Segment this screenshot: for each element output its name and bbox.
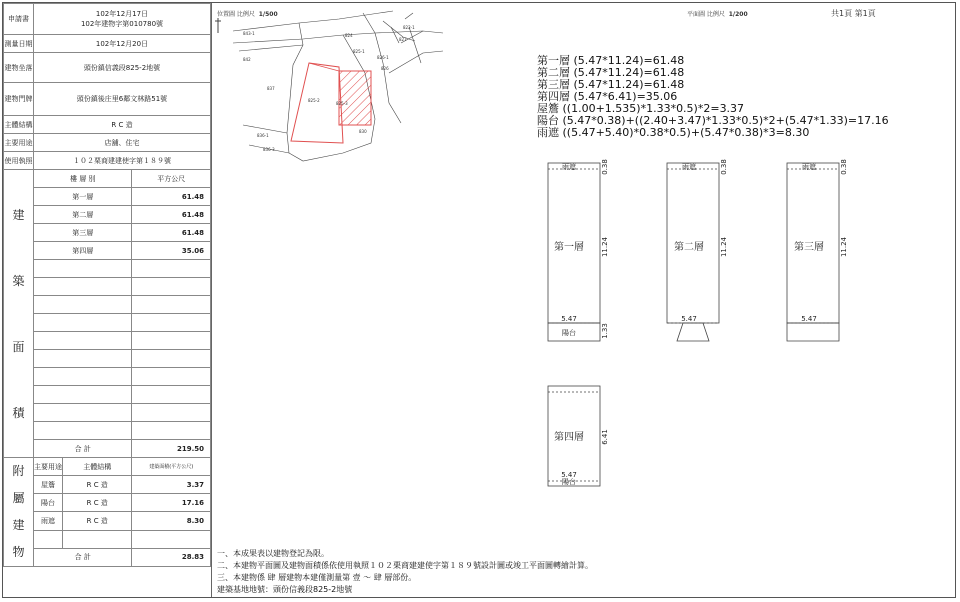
svg-text:825-3: 825-3 — [336, 101, 348, 106]
floor-name: 第四層 — [33, 242, 131, 260]
formula-line: 第一層 (5.47*11.24)=61.48 — [537, 54, 685, 67]
svg-text:5.47: 5.47 — [561, 315, 577, 323]
svg-text:822-1: 822-1 — [403, 25, 415, 30]
formula-line: 雨遮 ((5.47+5.40)*0.38*0.5)+(5.47*0.38)*3=8.30 — [537, 126, 810, 139]
note-line: 一、本成果表以建物登記為限。 — [217, 549, 329, 558]
svg-text:11.24: 11.24 — [601, 236, 609, 258]
floor-plans — [548, 163, 839, 486]
annex-structure: R C 造 — [62, 512, 131, 530]
applicant-label: 申請書 — [4, 4, 34, 35]
annex-structure: R C 造 — [62, 476, 131, 494]
svg-text:830: 830 — [359, 129, 367, 134]
svg-text:826-1: 826-1 — [377, 55, 389, 60]
building-area-side-label: 建 築 面 積 — [4, 170, 34, 458]
svg-text:842: 842 — [243, 57, 251, 62]
annex-total-label: 合 計 — [33, 548, 131, 566]
annex-structure: R C 造 — [62, 494, 131, 512]
structure-value: R C 造 — [33, 116, 210, 134]
svg-text:826: 826 — [381, 66, 389, 71]
area-formulas — [537, 55, 889, 139]
plan-floor2-balcony — [677, 323, 709, 341]
svg-text:第一層: 第一層 — [554, 242, 584, 253]
location-label: 建物坐落 — [4, 53, 34, 83]
floor-name: 第三層 — [33, 224, 131, 242]
use-label: 主要用途 — [4, 134, 34, 152]
svg-text:陽台: 陽台 — [562, 478, 576, 486]
floor-area: 61.48 — [132, 188, 211, 206]
svg-text:836-3: 836-3 — [263, 147, 275, 152]
svg-text:825-1: 825-1 — [353, 49, 365, 54]
svg-text:0.38: 0.38 — [840, 159, 848, 175]
use-value: 店舖、住宅 — [33, 134, 210, 152]
page-count: 共1頁 第1頁 — [831, 9, 876, 18]
floor-area: 35.06 — [132, 242, 211, 260]
annex-side-label: 附 屬 建 物 — [4, 458, 34, 567]
total-value: 219.50 — [132, 440, 211, 458]
parcel-labels — [243, 25, 415, 152]
floor-plan-caption: 平面圖 比例尺 1/200 — [687, 11, 748, 18]
svg-text:0.38: 0.38 — [601, 159, 609, 175]
svg-text:6.41: 6.41 — [601, 429, 609, 445]
svg-text:824: 824 — [345, 33, 353, 38]
svg-text:836-1: 836-1 — [257, 133, 269, 138]
survey-date-label: 測量日期 — [4, 35, 34, 53]
svg-text:5.47: 5.47 — [681, 315, 697, 323]
svg-text:5.47: 5.47 — [561, 471, 577, 479]
location-value: 頭份鎮信義段825-2地號 — [33, 53, 210, 83]
note-line: 建築基地地號：頭份信義段825-2地號 — [217, 585, 353, 594]
formula-line: 陽台 (5.47*0.38)+((2.40+3.47)*1.33*0.5)*2+(5.47*1.33)=17.16 — [537, 114, 889, 127]
license-label: 使用執照 — [4, 152, 34, 170]
svg-text:11.24: 11.24 — [720, 236, 728, 258]
floor-column-header: 樓 層 別 — [33, 170, 131, 188]
formula-line: 第二層 (5.47*11.24)=61.48 — [537, 66, 685, 79]
area-column-header: 平方公尺 — [132, 170, 211, 188]
survey-sheet — [2, 2, 956, 598]
annex-use: 陽台 — [33, 494, 62, 512]
svg-text:0.38: 0.38 — [720, 159, 728, 175]
annex-area: 8.30 — [132, 512, 211, 530]
annex-area-header: 建築面積(平方公尺) — [132, 458, 211, 476]
structure-label: 主體結構 — [4, 116, 34, 134]
svg-text:827: 827 — [399, 37, 407, 42]
annex-area: 3.37 — [132, 476, 211, 494]
svg-text:11.24: 11.24 — [840, 236, 848, 258]
plan-floor3-balcony — [787, 323, 839, 341]
annex-structure-header: 主體結構 — [62, 458, 131, 476]
floor-name: 第二層 — [33, 206, 131, 224]
survey-date-value: 102年12月20日 — [33, 35, 210, 53]
formula-line: 第三層 (5.47*11.24)=61.48 — [537, 78, 685, 91]
door-value: 頭份鎮後庄里6鄰文林路51號 — [33, 83, 210, 116]
door-label: 建物門牌 — [4, 83, 34, 116]
formula-line: 第四層 (5.47*6.41)=35.06 — [537, 90, 678, 103]
svg-text:1.33: 1.33 — [601, 323, 609, 339]
formula-line: 屋簷 ((1.00+1.535)*1.33*0.5)*2=3.37 — [537, 102, 745, 115]
svg-text:825-2: 825-2 — [308, 98, 320, 103]
floor-name: 第一層 — [33, 188, 131, 206]
floor-area: 61.48 — [132, 224, 211, 242]
applicant-number: 102年建物字第010780號 — [80, 20, 164, 28]
note-line: 二、本建物平面圖及建物面積係依使用執照１０２栗商建建使字第１８９號設計圖或竣工平面圖轉繪計算。 — [217, 561, 593, 570]
svg-text:雨遮: 雨遮 — [802, 163, 816, 171]
footnotes — [217, 548, 593, 596]
license-value: １０２栗商建建使字第１８９號 — [33, 152, 210, 170]
applicant-date: 102年12月17日 — [95, 10, 149, 18]
annex-use-header: 主要用途 — [33, 458, 62, 476]
annex-total-value: 28.83 — [132, 548, 211, 566]
annex-use: 屋簷 — [33, 476, 62, 494]
floor-area: 61.48 — [132, 206, 211, 224]
svg-text:第二層: 第二層 — [674, 242, 704, 253]
annex-use: 雨遮 — [33, 512, 62, 530]
svg-text:5.47: 5.47 — [801, 315, 817, 323]
svg-text:837: 837 — [267, 86, 275, 91]
total-label: 合 計 — [33, 440, 131, 458]
annex-area: 17.16 — [132, 494, 211, 512]
svg-text:雨遮: 雨遮 — [682, 163, 696, 171]
svg-text:雨遮: 雨遮 — [562, 163, 576, 171]
svg-text:第四層: 第四層 — [554, 432, 584, 443]
svg-text:843-1: 843-1 — [243, 31, 255, 36]
svg-text:陽台: 陽台 — [562, 329, 576, 337]
svg-text:第三層: 第三層 — [794, 242, 824, 253]
note-line: 三、本建物係 肆 層建物本建僅測量第 壹 ～ 肆 層部份。 — [217, 573, 417, 582]
location-plan-caption: 位置圖 比例尺 1/500 — [217, 11, 278, 18]
